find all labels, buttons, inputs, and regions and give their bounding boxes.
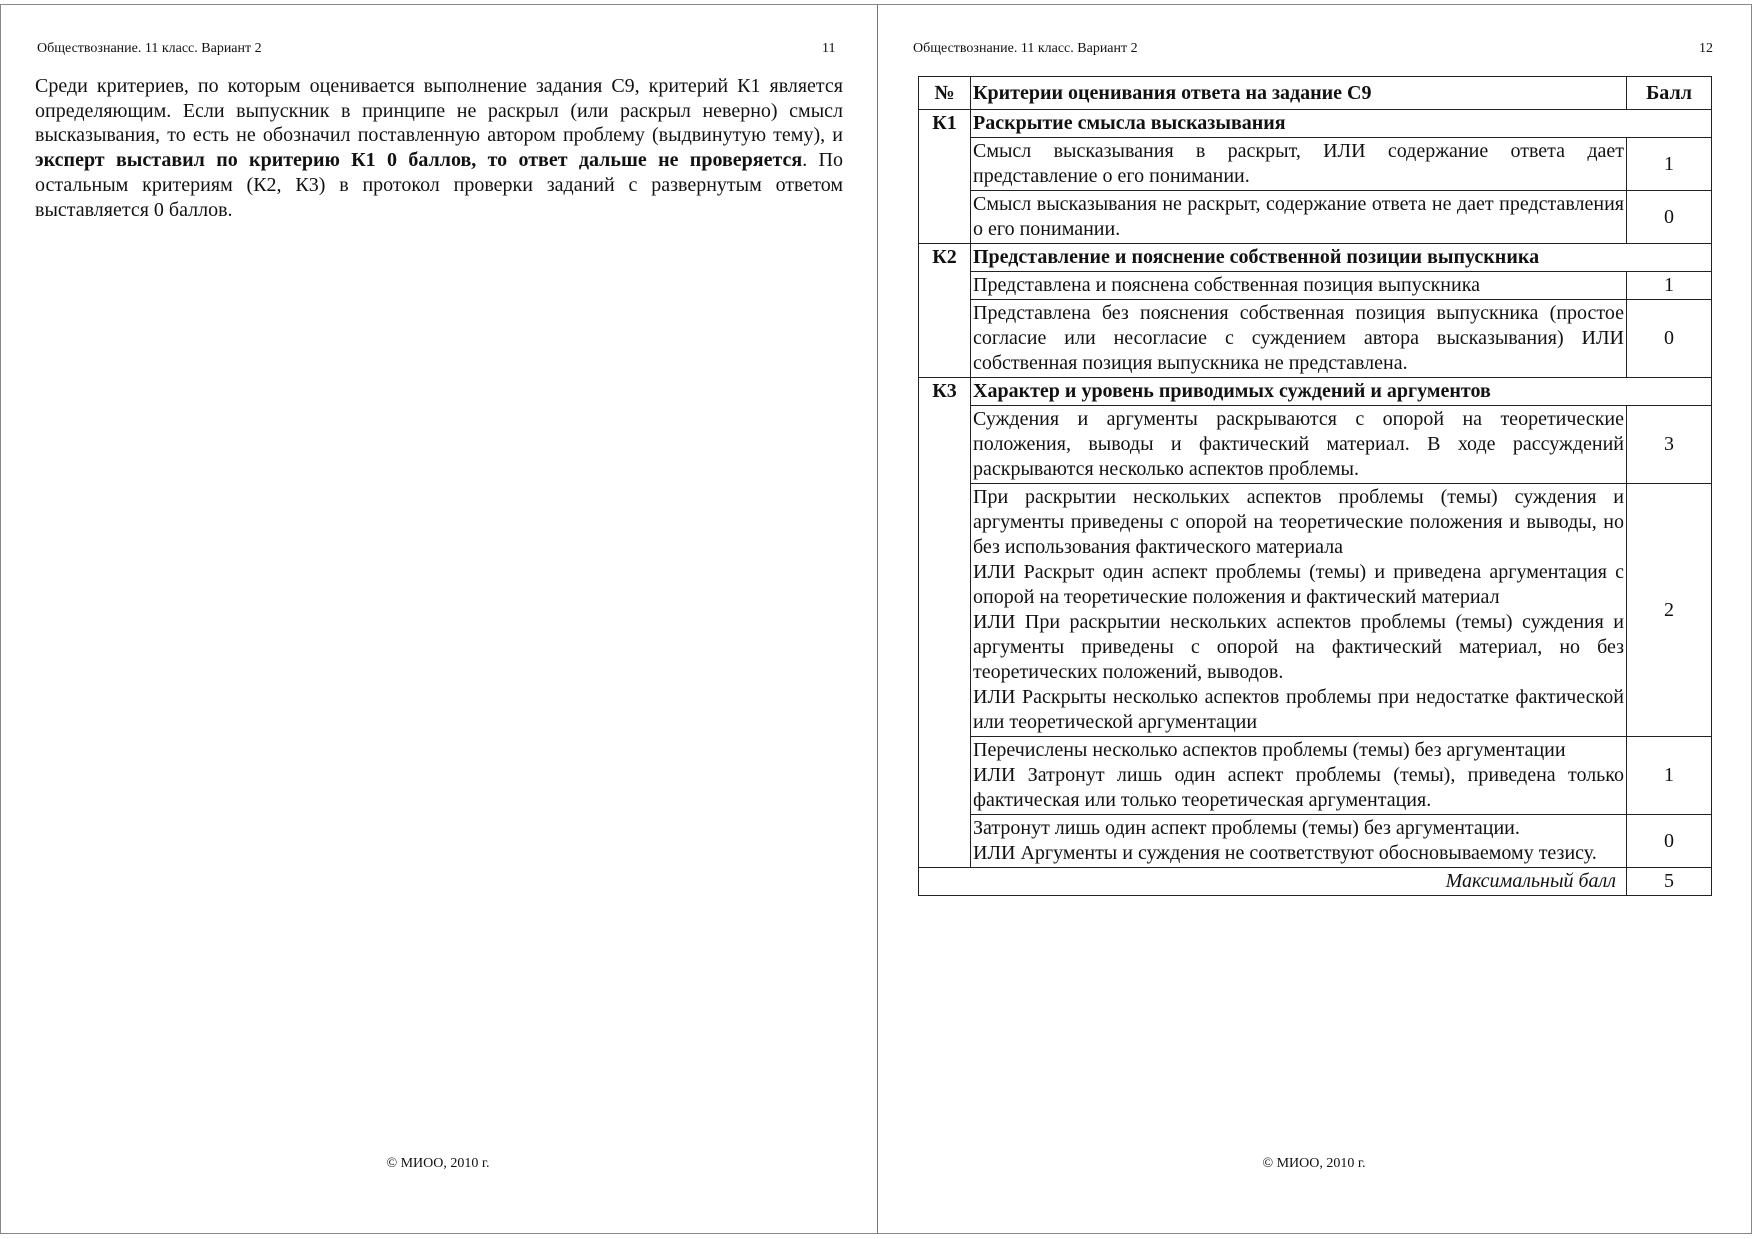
criterion-row xyxy=(919,737,1712,815)
criterion-row xyxy=(919,300,1712,378)
criterion-line: ИЛИ Аргументы и суждения не соответствуют обосновываемому тезису. xyxy=(973,842,1597,864)
criterion-description xyxy=(971,138,1627,191)
criterion-description xyxy=(971,737,1627,815)
left-page-number: 11 xyxy=(822,41,836,56)
criterion-points: 0 xyxy=(1627,300,1712,378)
criterion-group-row xyxy=(919,244,1712,272)
criterion-description xyxy=(971,272,1627,300)
criterion-line: Суждения и аргументы раскрываются с опорой на теоретические положения, выводы и фактический материал. В ходе рассуждений раскрываются несколько аспектов проблемы. xyxy=(973,408,1624,480)
max-points: 5 xyxy=(1627,868,1712,896)
criterion-title: Раскрытие смысла высказывания xyxy=(971,110,1712,138)
criterion-row xyxy=(919,406,1712,484)
criterion-title: Характер и уровень приводимых суждений и аргументов xyxy=(971,378,1712,406)
right-page-header: Обществознание. 11 класс. Вариант 2 xyxy=(913,41,1138,56)
col-points: Балл xyxy=(1627,77,1712,110)
criterion-points: 3 xyxy=(1627,406,1712,484)
criterion-line: ИЛИ Раскрыт один аспект проблемы (темы) и приведена аргументация с опорой на теоретические положения и фактический материал xyxy=(973,561,1624,608)
col-criteria: Критерии оценивания ответа на задание С9 xyxy=(971,77,1627,110)
criterion-row xyxy=(919,191,1712,244)
criterion-group-row xyxy=(919,378,1712,406)
para-bold: эксперт выставил по критерию К1 0 баллов, то ответ дальше не проверяется xyxy=(35,149,803,172)
criterion-points: 1 xyxy=(1627,737,1712,815)
criterion-description xyxy=(971,191,1627,244)
para-text-end: . По остальным критериям (К2, К3) в протокол проверки заданий с развернутым ответом выставляется 0 баллов. xyxy=(35,149,843,221)
criterion-row xyxy=(919,272,1712,300)
criterion-description xyxy=(971,484,1627,737)
right-page-number: 12 xyxy=(1699,41,1713,56)
criterion-title: Представление и пояснение собственной позиции выпускника xyxy=(971,244,1712,272)
page-divider xyxy=(877,4,878,1234)
criterion-code: К3 xyxy=(919,378,971,868)
criterion-points: 2 xyxy=(1627,484,1712,737)
criterion-line: Смысл высказывания в раскрыт, ИЛИ содержание ответа дает представление о его понимании. xyxy=(973,140,1624,187)
left-footer: © МИОО, 2010 г. xyxy=(386,1156,490,1171)
criterion-group-row xyxy=(919,110,1712,138)
criterion-points: 0 xyxy=(1627,815,1712,868)
criterion-row xyxy=(919,138,1712,191)
max-label: Максимальный балл xyxy=(919,868,1627,896)
table-header-row xyxy=(919,77,1712,110)
criterion-row xyxy=(919,484,1712,737)
para-text: Среди критериев, по которым оценивается выполнение задания С9, критерий К1 является определяющим. Если выпускник в принципе не раскрыл (или раскрыл неверно) смысл высказывания, то есть не обозначил поставленную автором проблему (выдвинутую тему), и xyxy=(35,75,843,147)
criterion-line: Перечислены несколько аспектов проблемы (темы) без аргументации xyxy=(973,739,1566,761)
criterion-line: При раскрытии нескольких аспектов проблемы (темы) суждения и аргументы приведены с опорой на теоретические положения и выводы, но без использования фактического материала xyxy=(973,486,1624,558)
criterion-points: 1 xyxy=(1627,272,1712,300)
criterion-description xyxy=(971,406,1627,484)
criterion-line: Затронут лишь один аспект проблемы (темы) без аргументации. xyxy=(973,817,1520,839)
max-row xyxy=(919,868,1712,896)
criterion-line: Представлена без пояснения собственная позиция выпускника (простое согласие или несогласие с суждением автора высказывания) ИЛИ собственная позиция выпускника не представлена. xyxy=(973,302,1624,374)
criterion-points: 0 xyxy=(1627,191,1712,244)
right-footer: © МИОО, 2010 г. xyxy=(1262,1156,1366,1171)
criterion-points: 1 xyxy=(1627,138,1712,191)
criterion-line: Представлена и пояснена собственная позиция выпускника xyxy=(973,274,1480,296)
criterion-line: ИЛИ Раскрыты несколько аспектов проблемы при недостатке фактической или теоретической аргументации xyxy=(973,686,1624,733)
criterion-line: ИЛИ При раскрытии нескольких аспектов проблемы (темы) суждения и аргументы приведены с опорой на фактический материал, но без теоретических положений, выводов. xyxy=(973,611,1624,683)
col-number: № xyxy=(919,77,971,110)
criterion-description xyxy=(971,300,1627,378)
criterion-code: К1 xyxy=(919,110,971,244)
left-page-header: Обществознание. 11 класс. Вариант 2 xyxy=(37,41,262,56)
criterion-code: К2 xyxy=(919,244,971,378)
criterion-row xyxy=(919,815,1712,868)
criterion-description xyxy=(971,815,1627,868)
criterion-line: ИЛИ Затронут лишь один аспект проблемы (темы), приведена только фактическая или только теоретическая аргументация. xyxy=(973,764,1624,811)
intro-paragraph xyxy=(35,74,843,222)
criteria-table xyxy=(918,76,1712,896)
criterion-line: Смысл высказывания не раскрыт, содержание ответа не дает представления о его понимании. xyxy=(973,193,1624,240)
